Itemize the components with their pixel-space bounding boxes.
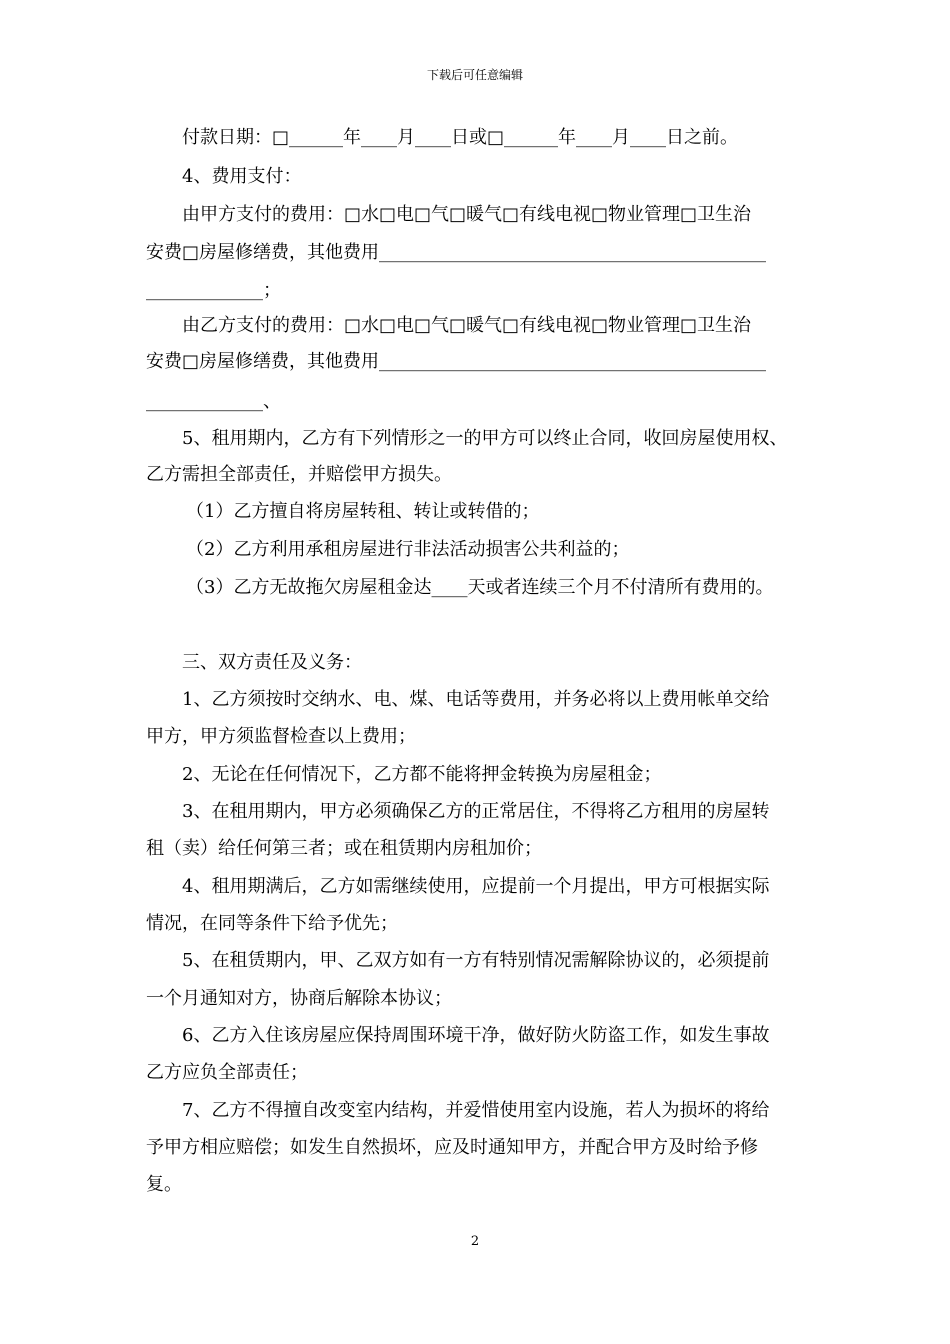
- party-a-fees-line: _____________；: [146, 280, 281, 301]
- payment-date-line: 付款日期：□______年____月____日或□______年____月____日之前。: [182, 127, 739, 148]
- sub-item-2: （2）乙方利用承租房屋进行非法活动损害公共利益的；: [186, 539, 630, 560]
- duty-1-text: 1、乙方须按时交纳水、电、煤、电话等费用，并务必将以上费用帐单交给: [182, 689, 770, 710]
- section-3-heading: 三、双方责任及义务：: [182, 652, 362, 673]
- duty-7-text: 予甲方相应赔偿；如发生自然损坏，应及时通知甲方，并配合甲方及时给予修: [146, 1137, 758, 1158]
- duty-6-text: 6、乙方入住该房屋应保持周围环境干净，做好防火防盗工作，如发生事故: [182, 1025, 770, 1046]
- duty-3-text: 租（卖）给任何第三者；或在租赁期内房租加价；: [146, 838, 542, 859]
- sub-item-3: （3）乙方无故拖欠房屋租金达____天或者连续三个月不付清所有费用的。: [186, 577, 774, 598]
- duty-5-text: 5、在租赁期内，甲、乙双方如有一方有特别情况需解除协议的，必须提前: [182, 950, 770, 971]
- duty-2-text: 2、无论在任何情况下，乙方都不能将押金转换为房屋租金；: [182, 764, 662, 785]
- duty-3-text: 3、在租用期内，甲方必须确保乙方的正常居住，不得将乙方租用的房屋转: [182, 801, 770, 822]
- clause-4-heading: 4、费用支付：: [182, 166, 302, 187]
- duty-4-text: 情况，在同等条件下给予优先；: [146, 913, 398, 934]
- page-header: 下载后可任意编辑: [426, 68, 523, 82]
- sub-item-1: （1）乙方擅自将房屋转租、转让或转借的；: [186, 501, 540, 522]
- party-b-fees-line: 安费□房屋修缮费，其他费用___________________________________________: [146, 351, 767, 372]
- duty-4-text: 4、租用期满后，乙方如需继续使用，应提前一个月提出，甲方可根据实际: [182, 876, 770, 897]
- party-b-fees-line: 由乙方支付的费用：□水□电□气□暖气□有线电视□物业管理□卫生治: [182, 315, 752, 336]
- duty-7-text: 7、乙方不得擅自改变室内结构，并爱惜使用室内设施，若人为损坏的将给: [182, 1100, 770, 1121]
- duty-1-text: 甲方，甲方须监督检查以上费用；: [146, 726, 416, 747]
- duty-6-text: 乙方应负全部责任；: [146, 1062, 308, 1083]
- page-number: 2: [470, 1234, 480, 1249]
- clause-5-text: 乙方需担全部责任，并赔偿甲方损失。: [146, 464, 452, 485]
- party-a-fees-line: 安费□房屋修缮费，其他费用___________________________________________: [146, 242, 767, 263]
- party-a-fees-line: 由甲方支付的费用：□水□电□气□暖气□有线电视□物业管理□卫生治: [182, 204, 752, 225]
- duty-5-text: 一个月通知对方，协商后解除本协议；: [146, 988, 452, 1009]
- clause-5-text: 5、租用期内，乙方有下列情形之一的甲方可以终止合同，收回房屋使用权、: [182, 428, 788, 449]
- party-b-fees-line: _____________、: [146, 391, 281, 412]
- duty-7-text: 复。: [146, 1174, 182, 1195]
